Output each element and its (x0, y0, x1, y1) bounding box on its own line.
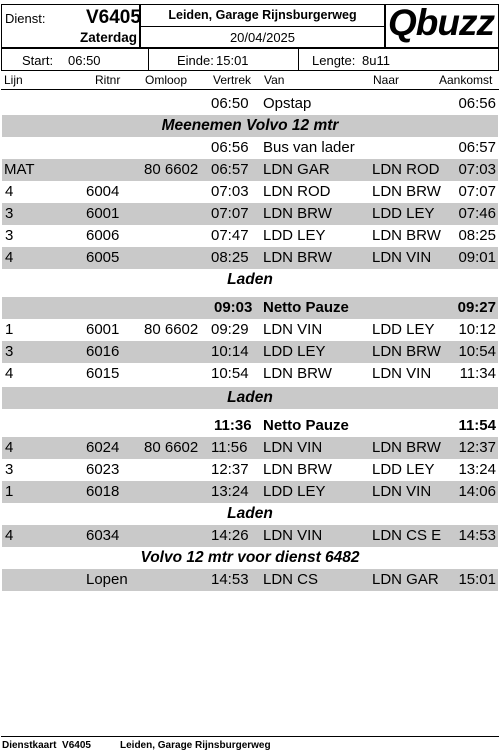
cell-vertrek: 09:03 (214, 299, 253, 316)
footer-right: Leiden, Garage Rijnsburgerweg (120, 740, 271, 751)
col-aankomst: Aankomst (439, 73, 493, 87)
cell-van: LDN ROD (263, 183, 331, 200)
cell-aankomst: 11:54 (458, 417, 496, 434)
qbuzz-logo: Qbuzz (388, 2, 494, 43)
cell-vertrek: 14:26 (211, 527, 249, 544)
cell-vertrek: 12:37 (211, 461, 249, 478)
lengte-label: Lengte: (312, 53, 356, 68)
cell-omloop: 80 6602 (144, 161, 199, 178)
cell-vertrek: 13:24 (211, 483, 249, 500)
cell-vertrek: 07:03 (211, 183, 249, 200)
cell-naar: LDN VIN (372, 249, 432, 266)
table-row (2, 181, 498, 203)
section-header: Laden (227, 271, 273, 288)
cell-van: LDD LEY (263, 483, 326, 500)
cell-vertrek: 06:57 (211, 161, 249, 178)
table-row (2, 93, 498, 115)
col-van: Van (264, 73, 285, 87)
start-label: Start: (22, 53, 54, 68)
cell-vertrek: 14:53 (211, 571, 249, 588)
footer-line (1, 736, 499, 737)
cell-ritnr: 6018 (86, 483, 120, 500)
cell-ritnr: 6001 (86, 321, 120, 338)
cell-lijn: 4 (5, 183, 14, 200)
table-row (2, 225, 498, 247)
cell-naar: LDN GAR (372, 571, 439, 588)
dienst-value: V6405 (86, 7, 141, 28)
cell-lijn: 3 (5, 343, 14, 360)
cell-vertrek: 09:29 (211, 321, 249, 338)
times-divider-2 (298, 48, 299, 71)
cell-vertrek: 11:56 (211, 439, 248, 456)
cell-van: LDN CS (263, 571, 319, 588)
cell-van: LDN VIN (263, 527, 323, 544)
cell-ritnr: 6005 (86, 249, 120, 266)
cell-aankomst: 09:27 (457, 299, 496, 316)
cell-omloop: 80 6602 (144, 321, 199, 338)
cell-lijn: 3 (5, 205, 14, 222)
times-divider-1 (148, 48, 149, 71)
col-omloop: Omloop (145, 73, 188, 87)
location-label: Leiden, Garage Rijnsburgerweg (168, 8, 357, 22)
table-row (2, 363, 498, 385)
cell-aankomst: 11:34 (459, 365, 496, 382)
cell-aankomst: 07:07 (458, 183, 496, 200)
cell-lijn: 1 (5, 483, 14, 500)
cell-van: Bus van lader (263, 139, 355, 156)
cell-ritnr: 6023 (86, 461, 120, 478)
lengte-value: 8u11 (362, 53, 390, 68)
cell-ritnr: 6024 (86, 439, 120, 456)
cell-naar: LDN VIN (372, 483, 432, 500)
cell-vertrek: 06:56 (211, 139, 249, 156)
cell-aankomst: 07:46 (458, 205, 496, 222)
cell-van: LDD LEY (263, 343, 326, 360)
cell-lijn: 1 (5, 321, 14, 338)
cell-aankomst: 10:12 (458, 321, 496, 338)
table-row (2, 437, 498, 459)
cell-van: LDD LEY (263, 227, 326, 244)
cell-aankomst: 12:37 (458, 439, 496, 456)
table-row (2, 247, 498, 269)
table-row (2, 481, 498, 503)
cell-aankomst: 15:01 (458, 571, 496, 588)
table-row (2, 525, 498, 547)
cell-naar: LDD LEY (372, 321, 435, 338)
cell-ritnr: 6006 (86, 227, 120, 244)
cell-vertrek: 07:07 (211, 205, 249, 222)
pause-row (2, 297, 498, 319)
table-row (2, 203, 498, 225)
cell-naar: LDN BRW (372, 343, 441, 360)
cell-aankomst: 06:57 (458, 139, 496, 156)
cell-ritnr: 6016 (86, 343, 120, 360)
start-value: 06:50 (68, 53, 101, 68)
einde-label: Einde: (177, 53, 214, 68)
cell-vertrek: 10:14 (211, 343, 249, 360)
col-vertrek: Vertrek (213, 73, 252, 87)
cell-naar: LDN BRW (372, 227, 441, 244)
cell-van: Netto Pauze (263, 299, 349, 316)
cell-aankomst: 14:53 (458, 527, 496, 544)
cell-lijn: 4 (5, 365, 14, 382)
cell-aankomst: 13:24 (458, 461, 496, 478)
cell-naar: LDN BRW (372, 183, 441, 200)
cell-aankomst: 14:06 (458, 483, 496, 500)
cell-vertrek: 06:50 (211, 95, 249, 112)
table-row (2, 569, 498, 591)
cell-aankomst: 08:25 (458, 227, 496, 244)
cell-naar: LDN CS E (372, 527, 442, 544)
col-ritnr: Ritnr (95, 73, 121, 87)
cell-van: LDN BRW (263, 205, 332, 222)
cell-naar: LDN VIN (372, 365, 432, 382)
cell-van: LDN VIN (263, 439, 323, 456)
cell-naar: LDD LEY (372, 205, 435, 222)
footer-left: Dienstkaart V6405 (2, 740, 91, 751)
cell-lijn: 4 (5, 527, 14, 544)
cell-van: Opstap (263, 95, 312, 112)
table-row (2, 319, 498, 341)
cell-aankomst: 09:01 (458, 249, 496, 266)
section-header: Laden (2, 387, 498, 409)
table-row (2, 137, 498, 159)
cell-aankomst: 10:54 (458, 343, 496, 360)
table-row (2, 459, 498, 481)
cell-ritnr: 6001 (86, 205, 120, 222)
cell-lijn: 3 (5, 461, 14, 478)
cell-aankomst: 06:56 (458, 95, 496, 112)
cell-ritnr: 6004 (86, 183, 120, 200)
cell-vertrek: 11:36 (214, 417, 252, 434)
dienst-label: Dienst: (5, 11, 46, 26)
col-naar: Naar (373, 73, 400, 87)
cell-ritnr: Lopen (86, 571, 128, 588)
cell-van: LDN BRW (263, 461, 332, 478)
einde-value: 15:01 (216, 53, 249, 68)
cell-lijn: 3 (5, 227, 14, 244)
cell-vertrek: 10:54 (211, 365, 249, 382)
cell-aankomst: 07:03 (458, 161, 496, 178)
cell-naar: LDN BRW (372, 439, 441, 456)
cell-lijn: 4 (5, 249, 14, 266)
section-header: Laden (227, 505, 273, 522)
cell-ritnr: 6034 (86, 527, 120, 544)
date-label: 20/04/2025 (229, 30, 296, 45)
cell-van: LDN GAR (263, 161, 330, 178)
section-header: Volvo 12 mtr voor dienst 6482 (140, 549, 360, 566)
cell-van: LDN BRW (263, 365, 332, 382)
cell-ritnr: 6015 (86, 365, 120, 382)
day-label: Zaterdag (80, 30, 138, 45)
cell-van: Netto Pauze (263, 417, 349, 434)
column-header-line (1, 89, 499, 90)
cell-van: LDN BRW (263, 249, 332, 266)
cell-lijn: 4 (5, 439, 14, 456)
col-lijn: Lijn (4, 73, 23, 87)
cell-naar: LDD LEY (372, 461, 435, 478)
cell-naar: LDN ROD (372, 161, 440, 178)
pause-row (2, 415, 498, 437)
cell-vertrek: 08:25 (211, 249, 249, 266)
cell-omloop: 80 6602 (144, 439, 199, 456)
table-row (2, 159, 498, 181)
cell-lijn: MAT (4, 161, 35, 178)
column-headers (2, 73, 498, 89)
cell-van: LDN VIN (263, 321, 323, 338)
section-header: Meenemen Volvo 12 mtr (2, 115, 498, 137)
table-row (2, 341, 498, 363)
cell-vertrek: 07:47 (211, 227, 249, 244)
